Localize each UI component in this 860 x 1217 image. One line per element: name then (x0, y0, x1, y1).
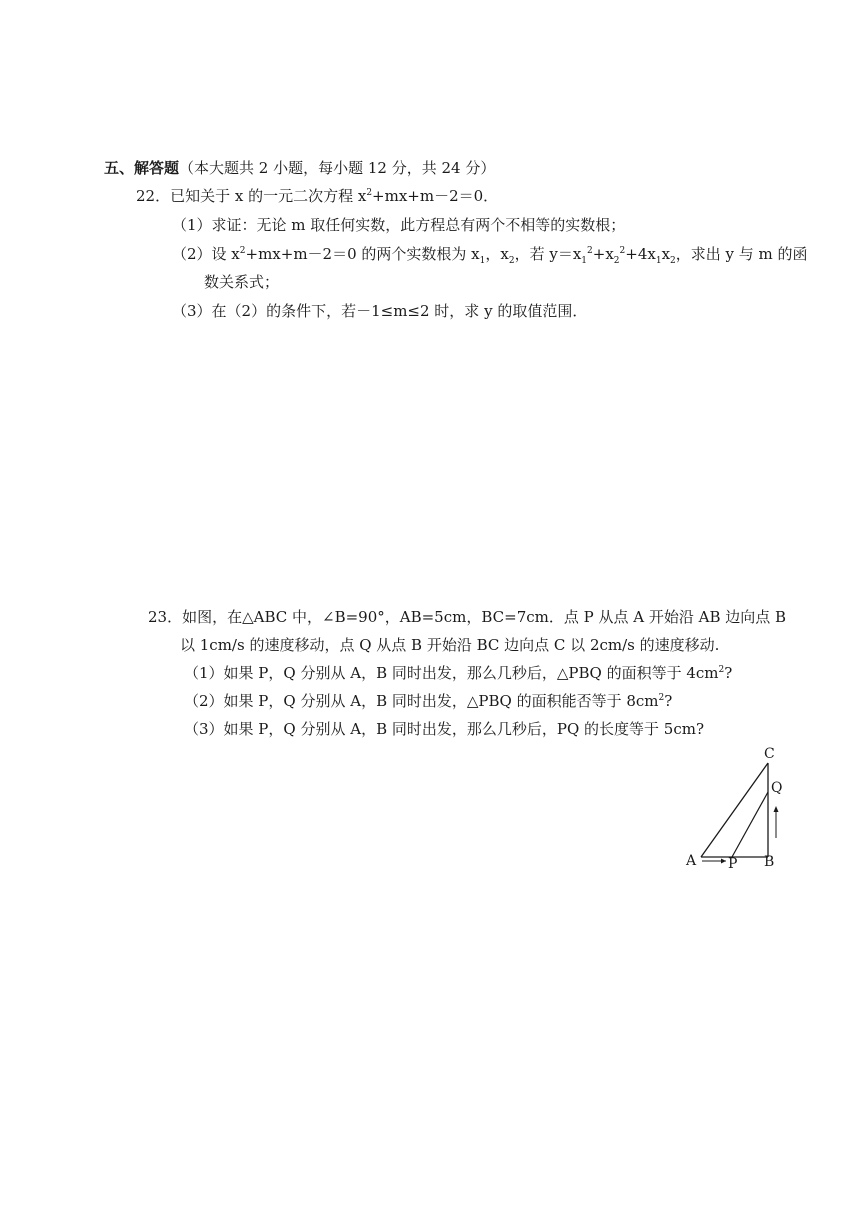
q22-part2 (172, 244, 808, 264)
q22-p2-text-e: +x (592, 245, 614, 263)
arrow-ap-head (721, 859, 726, 864)
q22-p2-sub2: 2 (508, 256, 515, 266)
label-q: Q (771, 780, 783, 796)
section-title: 五、解答题 (104, 159, 180, 177)
q23-p1-sup: 2 (718, 665, 725, 675)
q23-p2-sup: 2 (658, 693, 665, 703)
q23-title: 23．如图，在△ABC 中，∠B=90°，AB=5cm，BC=7cm．点 P 从点 A 开始沿 AB 边向点 B (148, 608, 787, 626)
q22-title (136, 186, 498, 206)
q22-title-text-end: +mx+m－2＝0． (372, 187, 499, 205)
q22-p2-sub5: 1 (655, 256, 662, 266)
q23-part1 (184, 663, 732, 683)
q22-p2-text-a: （2）设 x (172, 245, 240, 263)
label-c: C (764, 746, 775, 762)
q23-p1-text-end: ? (724, 664, 733, 682)
q22-p2-text-f: +4x (625, 245, 656, 263)
q22-p2-text-h: ，求出 y 与 m 的函 (675, 245, 808, 263)
q22-title-sup: 2 (366, 188, 373, 198)
q22-p2-sub6: 2 (670, 256, 676, 266)
q22-p2-text-c: ，x (485, 245, 509, 263)
section-heading (104, 158, 495, 178)
q22-p2-text-d: ，若 y＝x (514, 245, 582, 263)
q22-p2-text-g: x (661, 245, 671, 263)
q22-p2-sub3: 1 (581, 256, 588, 266)
triangle-figure (680, 740, 790, 875)
q22-p2-sub4: 2 (613, 256, 620, 266)
q23-p1-text: （1）如果 P，Q 分别从 A，B 同时出发，那么几秒后，△PBQ 的面积等于 4cm (184, 664, 719, 682)
q23-part2 (184, 691, 672, 711)
segment-pq (732, 792, 768, 857)
q23-title-continued: 以 1cm/s 的速度移动，点 Q 从点 B 开始沿 BC 边向点 C 以 2cm/s 的速度移动. (180, 636, 720, 654)
q22-p2-text-b: +mx+m－2＝0 的两个实数根为 x (245, 245, 480, 263)
q22-part3: （3）在（2）的条件下，若－1≤m≤2 时，求 y 的取值范围． (172, 302, 588, 320)
arrow-bq-head (774, 806, 779, 812)
q22-p2-sup1: 2 (239, 246, 246, 256)
q22-part2-continued: 数关系式； (204, 273, 280, 291)
q22-part1: （1）求证：无论 m 取任何实数，此方程总有两个不相等的实数根； (172, 216, 626, 234)
label-a: A (686, 853, 697, 869)
section-note: （本大题共 2 小题，每小题 12 分，共 24 分） (179, 159, 496, 177)
label-b: B (764, 854, 775, 870)
q22-p2-sup3: 2 (619, 246, 626, 256)
q23-p2-text: （2）如果 P，Q 分别从 A，B 同时出发，△PBQ 的面积能否等于 8cm (184, 692, 659, 710)
q23-part3: （3）如果 P，Q 分别从 A，B 同时出发，那么几秒后，PQ 的长度等于 5cm? (184, 720, 705, 738)
q22-title-text: 22．已知关于 x 的一元二次方程 x (136, 187, 367, 205)
q23-p2-text-end: ? (664, 692, 673, 710)
label-p: P (728, 856, 738, 872)
q22-p2-sub1: 1 (479, 256, 486, 266)
q22-p2-sup2: 2 (587, 246, 593, 256)
